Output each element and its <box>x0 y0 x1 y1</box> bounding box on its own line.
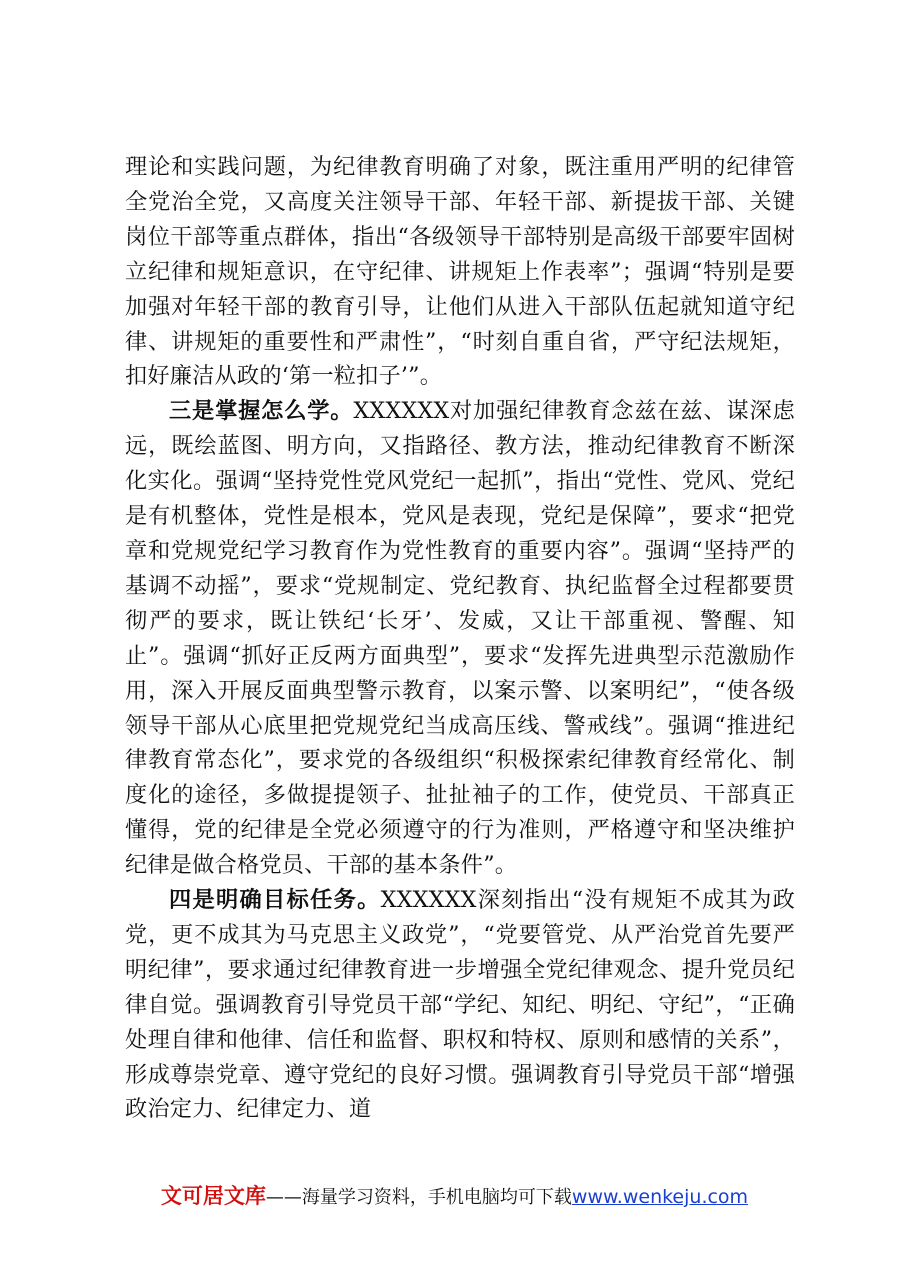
page-footer <box>0 1183 909 1211</box>
paragraph-text: 理论和实践问题，为纪律教育明确了对象，既注重用严明的纪律管全党治全党，又高度关注领导干部、年轻干部、新提拔干部、关键岗位干部等重点群体，指出“各级领导干部特别是高级干部要牢固树立纪律和规矩意识，在守纪律、讲规矩上作表率”；强调“特别是要加强对年轻干部的教育引导，让他们从进入干部队伍起就知道守纪律、讲规矩的重要性和严肃性”，“时刻自重自省，严守纪法规矩，扣好廉洁从政的‘第一粒扣子’”。 <box>125 154 795 390</box>
paragraph-section-three <box>125 394 795 883</box>
footer-tagline: ——海量学习资料，手机电脑均可下载 <box>265 1187 572 1208</box>
website-link[interactable]: www.wenkeju.com <box>571 1186 749 1208</box>
section-heading: 四是明确目标任务。 <box>169 887 381 914</box>
document-body <box>125 150 795 1127</box>
paragraph-text: XXXXXX深刻指出“没有规矩不成其为政党，更不成其为马克思主义政党”，“党要管党、从严治党首先要严明纪律”，要求通过纪律教育进一步增强全党纪律观念、提升党员纪律自觉。强调教育引导党员干部“学纪、知纪、明纪、守纪”，“正确处理自律和他律、信任和监督、职权和特权、原则和感情的关系”，形成尊崇党章、遵守党纪的良好习惯。强调教育引导党员干部“增强政治定力、纪律定力、道 <box>125 887 795 1123</box>
section-heading: 三是掌握怎么学。 <box>169 398 354 425</box>
brand-name: 文可居文库 <box>160 1184 266 1208</box>
paragraph-text: XXXXXX对加强纪律教育念兹在兹、谋深虑远，既绘蓝图、明方向，又指路径、教方法，推动纪律教育不断深化实化。强调“坚持党性党风党纪一起抓”，指出“党性、党风、党纪是有机整体，党性是根本，党风是表现，党纪是保障”，要求“把党章和党规党纪学习教育作为党性教育的重要内容”。强调“坚持严的基调不动摇”，要求“党规制定、党纪教育、执纪监督全过程都要贯彻严的要求，既让铁纪‘长牙’、发威，又让干部重视、警醒、知止”。强调“抓好正反两方面典型”，要求“发挥先进典型示范激励作用，深入开展反面典型警示教育，以案示警、以案明纪”，“使各级领导干部从心底里把党规党纪当成高压线、警戒线”。强调“推进纪律教育常态化”，要求党的各级组织“积极探索纪律教育经常化、制度化的途径，多做提提领子、扯扯袖子的工作，使党员、干部真正懂得，党的纪律是全党必须遵守的行为准则，严格遵守和坚决维护纪律是做合格党员、干部的基本条件”。 <box>125 398 795 879</box>
paragraph-continuation <box>125 150 795 394</box>
paragraph-section-four <box>125 883 795 1127</box>
